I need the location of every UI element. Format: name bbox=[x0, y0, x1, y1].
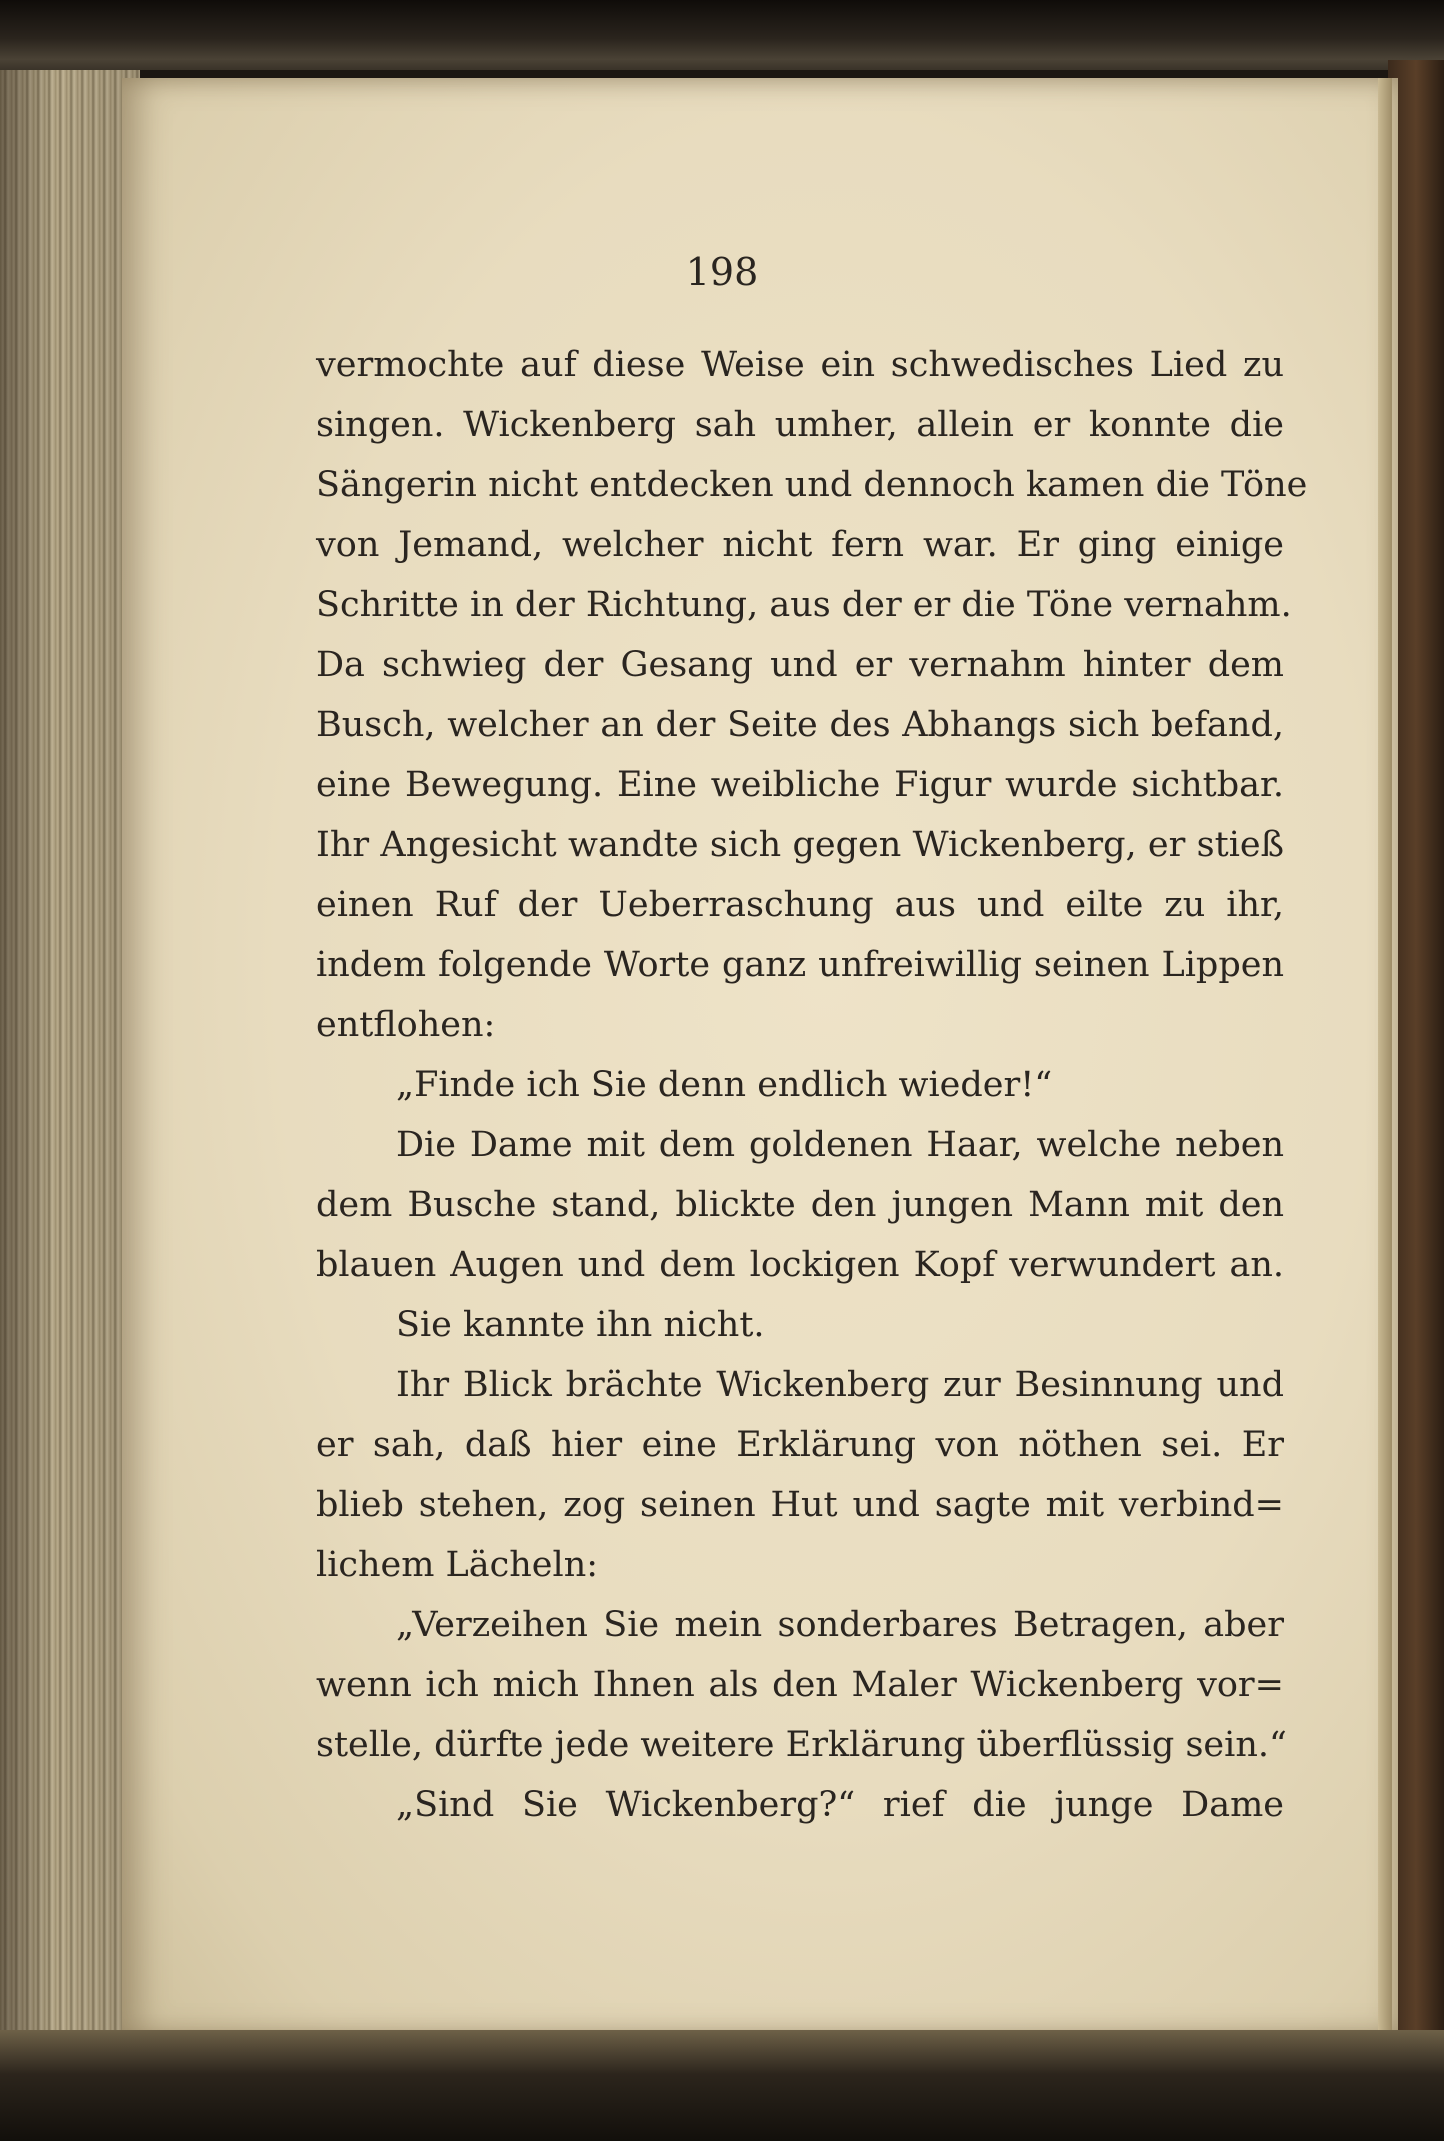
text-line: stelle, dürfte jede weitere Erklärung überflüssig sein.“ bbox=[316, 1725, 1287, 1765]
text-line: Schritte in der Richtung, aus der er die Töne vernahm. bbox=[316, 585, 1292, 625]
page-number: 198 bbox=[685, 250, 759, 294]
text-line: dem Busche stand, blickte den jungen Mann mit den bbox=[316, 1185, 1284, 1225]
page-stack-shadow bbox=[0, 70, 140, 2050]
text-line: eine Bewegung. Eine weibliche Figur wurde sichtbar. bbox=[316, 765, 1284, 805]
text-line: er sah, daß hier eine Erklärung von nöthen sei. Er bbox=[316, 1425, 1284, 1465]
text-line: indem folgende Worte ganz unfreiwillig seinen Lippen bbox=[316, 945, 1284, 985]
text-line: einen Ruf der Ueberraschung aus und eilte zu ihr, bbox=[316, 885, 1284, 925]
text-line: vermochte auf diese Weise ein schwedisches Lied zu bbox=[316, 345, 1284, 385]
book-top-edge bbox=[0, 0, 1444, 70]
text-line: entflohen: bbox=[316, 1005, 496, 1045]
text-line: Busch, welcher an der Seite des Abhangs sich befand, bbox=[316, 705, 1284, 745]
text-line: „Sind Sie Wickenberg?“ rief die junge Dame bbox=[396, 1785, 1284, 1825]
text-line: Sie kannte ihn nicht. bbox=[396, 1305, 765, 1345]
text-line: „Verzeihen Sie mein sonderbares Betragen, aber bbox=[396, 1605, 1284, 1645]
text-line: „Finde ich Sie denn endlich wieder!“ bbox=[396, 1065, 1053, 1105]
text-line: Ihr Angesicht wandte sich gegen Wickenberg, er stieß bbox=[316, 825, 1284, 865]
text-line: blauen Augen und dem lockigen Kopf verwundert an. bbox=[316, 1245, 1284, 1285]
text-line: blieb stehen, zog seinen Hut und sagte mit verbind= bbox=[316, 1485, 1284, 1525]
text-line: Da schwieg der Gesang und er vernahm hinter dem bbox=[316, 645, 1284, 685]
text-line: singen. Wickenberg sah umher, allein er konnte die bbox=[316, 405, 1284, 445]
page-right-edge bbox=[1378, 78, 1392, 2036]
text-line: Sängerin nicht entdecken und dennoch kamen die Töne bbox=[316, 465, 1308, 505]
text-line: Die Dame mit dem goldenen Haar, welche neben bbox=[396, 1125, 1284, 1165]
text-line: von Jemand, welcher nicht fern war. Er ging einige bbox=[316, 525, 1284, 565]
text-line: lichem Lächeln: bbox=[316, 1545, 599, 1585]
book-bottom-edge bbox=[0, 2030, 1444, 2141]
page-text bbox=[316, 335, 1308, 1835]
text-line: Ihr Blick brächte Wickenberg zur Besinnung und bbox=[396, 1365, 1284, 1405]
text-line: wenn ich mich Ihnen als den Maler Wickenberg vor= bbox=[316, 1665, 1284, 1705]
